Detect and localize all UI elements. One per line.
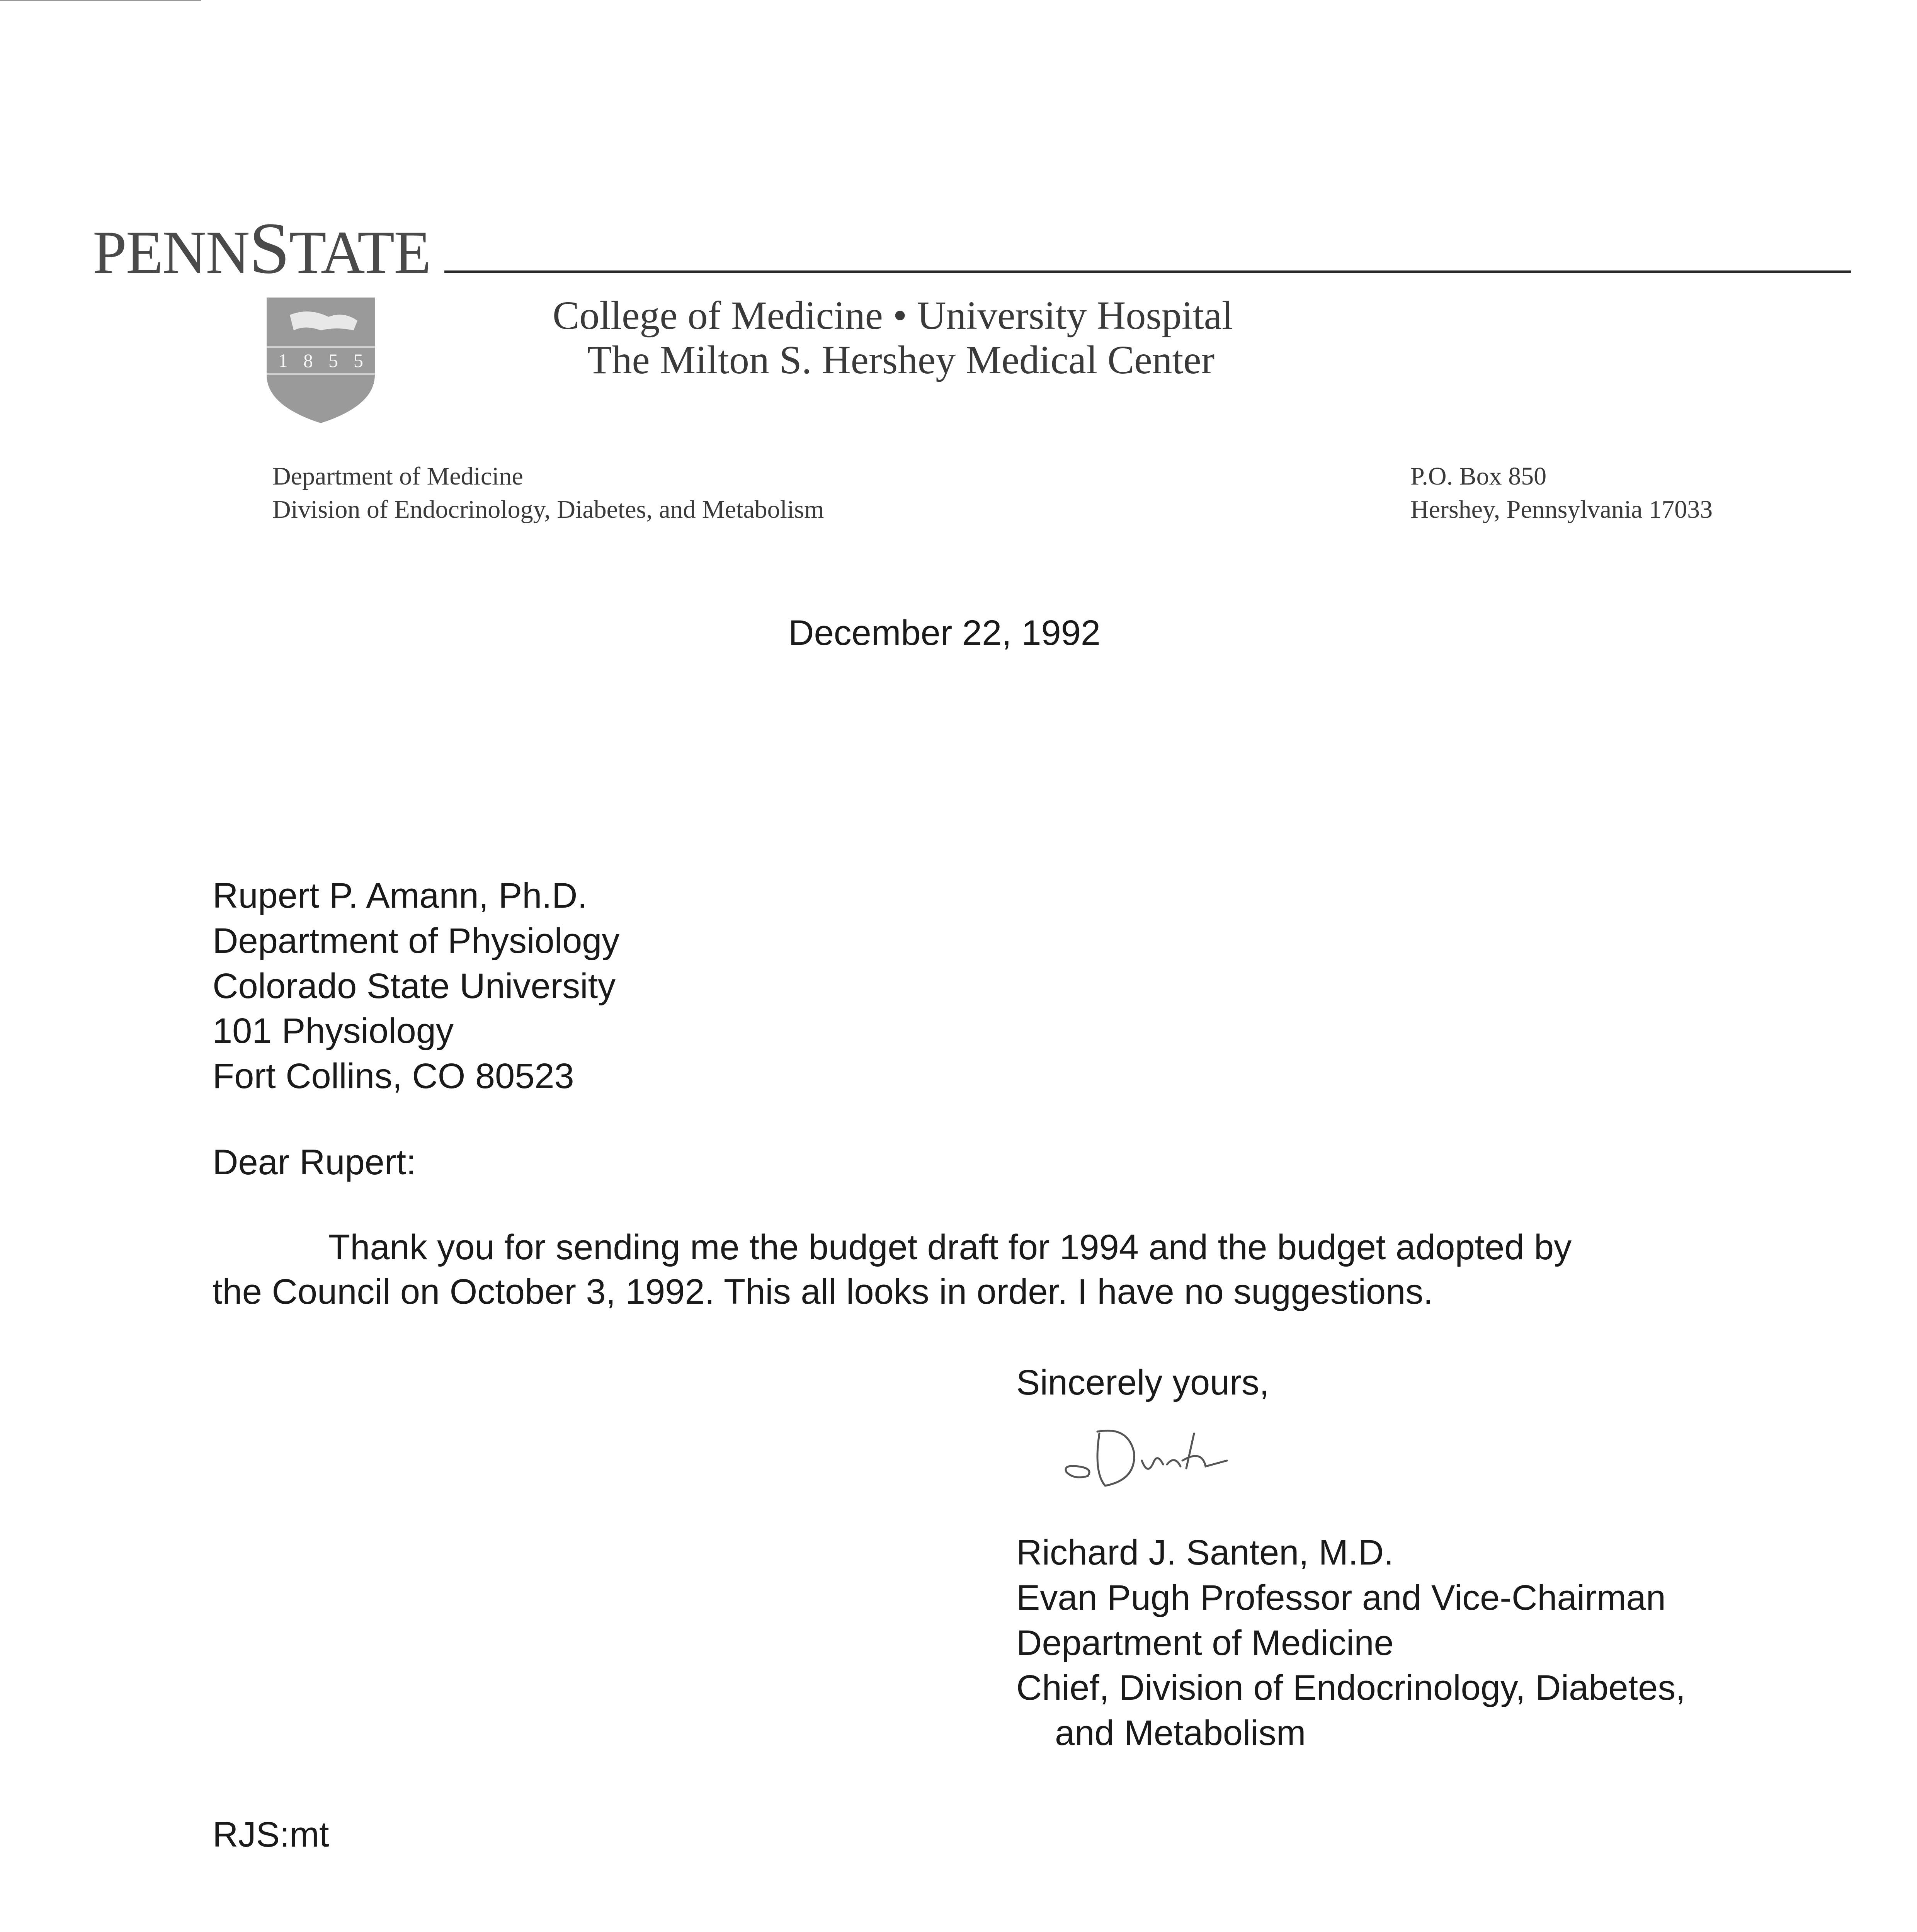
seal-digit: 5 [354, 350, 363, 371]
recipient-line: Department of Physiology [213, 921, 620, 961]
body-paragraph-line2: the Council on October 3, 1992. This all looks in order. I have no suggestions. [213, 1272, 1433, 1311]
seal-digit: 8 [303, 350, 313, 371]
institution-name-line1: College of Medicine • University Hospital [553, 293, 1233, 338]
institution-name-line2: The Milton S. Hershey Medical Center [587, 338, 1215, 382]
city-state-zip: Hershey, Pennsylvania 17033 [1410, 495, 1713, 524]
department-block [272, 460, 824, 526]
top-edge-rule [0, 0, 201, 1]
handwritten-signature [1051, 1418, 1237, 1499]
department-name: Department of Medicine [272, 462, 523, 490]
signer-department: Department of Medicine [1016, 1623, 1394, 1663]
recipient-line: Fort Collins, CO 80523 [213, 1056, 574, 1096]
seal-digit: 5 [328, 350, 338, 371]
recipient-address [213, 873, 619, 1099]
po-box: P.O. Box 850 [1410, 462, 1547, 490]
recipient-line: Colorado State University [213, 966, 616, 1006]
university-seal-icon [263, 294, 379, 425]
seal-digit: 1 [278, 350, 288, 371]
division-name: Division of Endocrinology, Diabetes, and Metabolism [272, 495, 824, 524]
pennstate-wordmark: PENNSTATE [93, 208, 430, 289]
signer-name: Richard J. Santen, M.D. [1016, 1533, 1394, 1572]
salutation: Dear Rupert: [213, 1143, 416, 1182]
recipient-line: 101 Physiology [213, 1011, 454, 1051]
signer-position-cont: and Metabolism [1055, 1713, 1306, 1753]
letter-date: December 22, 1992 [788, 613, 1101, 653]
body-paragraph-line1: Thank you for sending me the budget draft for 1994 and the budget adopted by [328, 1228, 1572, 1267]
recipient-line: Rupert P. Amann, Ph.D. [213, 876, 587, 915]
typist-initials: RJS:mt [213, 1815, 329, 1854]
mailing-address [1410, 460, 1713, 526]
signer-position: Chief, Division of Endocrinology, Diabetes, [1016, 1668, 1686, 1708]
closing: Sincerely yours, [1016, 1363, 1269, 1402]
letterhead-rule [444, 270, 1851, 273]
signer-block [1016, 1530, 1686, 1756]
signer-title: Evan Pugh Professor and Vice-Chairman [1016, 1578, 1666, 1617]
